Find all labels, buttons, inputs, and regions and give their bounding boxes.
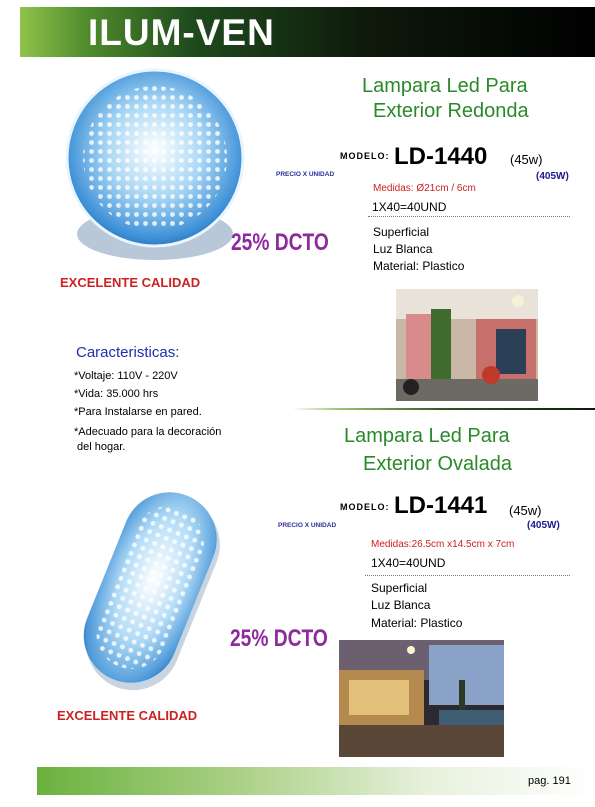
product-2-dotted-divider xyxy=(365,575,570,576)
characteristic-item: *Voltaje: 110V - 220V xyxy=(74,370,178,382)
product-2-modelo-label: MODELO: xyxy=(340,502,390,512)
product-2-price: (405W) xyxy=(527,520,560,531)
product-2-title-line1: Lampara Led Para xyxy=(344,425,510,447)
product-2-spec-3: Material: Plastico xyxy=(371,616,463,630)
product-1-model-code: LD-1440 xyxy=(394,143,488,170)
section-divider xyxy=(292,408,595,410)
product-1-pack: 1X40=40UND xyxy=(372,200,447,214)
product-2-pack: 1X40=40UND xyxy=(371,556,446,570)
characteristic-item: *Adecuado para la decoración xyxy=(74,426,222,438)
product-2-quality: EXCELENTE CALIDAD xyxy=(57,708,198,723)
characteristics-title: Caracteristicas: xyxy=(76,344,180,361)
product-2-spec-1: Superficial xyxy=(371,581,428,595)
brand-title: ILUM-VEN xyxy=(88,12,275,53)
oval-lamp-exterior-photo xyxy=(339,640,504,757)
oval-led-lamp-image xyxy=(68,488,238,700)
product-1-spec-3: Material: Plastico xyxy=(373,259,465,273)
footer-bar xyxy=(37,767,595,795)
product-2-discount: 25% DCTO xyxy=(230,625,328,652)
characteristic-item: *Para Instalarse en pared. xyxy=(74,406,202,418)
product-1-title-line2: Exterior Redonda xyxy=(373,100,529,122)
round-led-lamp-image xyxy=(60,66,250,276)
product-1-price-label: PRECIO X UNIDAD xyxy=(276,171,335,178)
round-lamp-exterior-photo xyxy=(396,289,538,401)
product-1-dotted-divider xyxy=(368,216,570,217)
product-1-modelo-label: MODELO: xyxy=(340,151,390,161)
product-2-spec-2: Luz Blanca xyxy=(371,598,431,612)
product-1-quality: EXCELENTE CALIDAD xyxy=(60,275,201,290)
product-1-spec-1: Superficial xyxy=(373,225,430,239)
product-2-model-code: LD-1441 xyxy=(394,492,488,519)
product-1-spec-2: Luz Blanca xyxy=(373,242,433,256)
characteristic-item: *Vida: 35.000 hrs xyxy=(74,388,159,400)
product-2-price-label: PRECIO X UNIDAD xyxy=(278,522,337,529)
product-2-wattage: (45w) xyxy=(509,503,542,518)
product-1-wattage: (45w) xyxy=(510,152,543,167)
product-2-title-line2: Exterior Ovalada xyxy=(363,453,512,475)
product-2-measures: Medidas:26.5cm x14.5cm x 7cm xyxy=(371,539,515,550)
product-1-measures: Medidas: Ø21cm / 6cm xyxy=(373,183,476,194)
product-1-title-line1: Lampara Led Para xyxy=(362,75,528,97)
characteristic-item: del hogar. xyxy=(74,441,126,453)
page-number: pag. 191 xyxy=(528,775,571,787)
product-1-discount: 25% DCTO xyxy=(231,229,329,256)
product-1-price: (405W) xyxy=(536,171,569,182)
